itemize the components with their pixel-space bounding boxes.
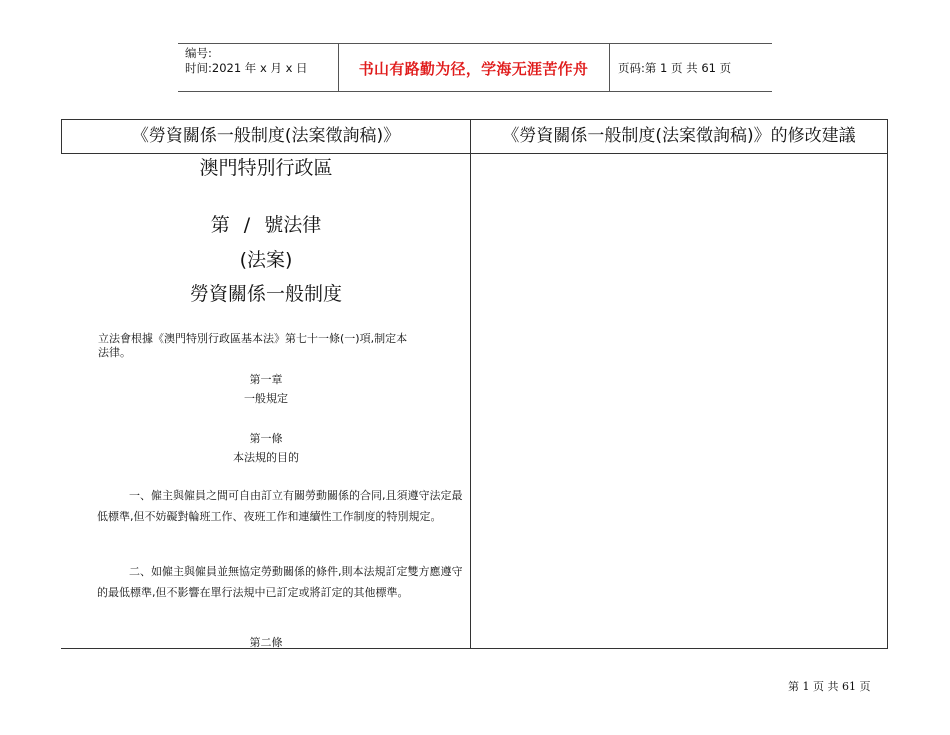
article-1-paragraph-1: 一、僱主與僱員之間可自由訂立有關勞動關係的合同,且須遵守法定最低標準,但不妨礙對輪班工作、夜班工作和連續性工作制度的特別規定。 <box>97 489 463 523</box>
chapter-number: 第一章 <box>249 373 283 386</box>
chapter-title: 一般規定 <box>244 392 288 405</box>
draft-label: (法案) <box>239 249 293 271</box>
law-title: 勞資關係一般制度 <box>189 283 342 305</box>
region-title: 澳門特別行政區 <box>199 157 333 179</box>
law-number: 第 / 號法律 <box>210 214 322 236</box>
time-label: 时间:2021 年 x 月 x 日 <box>185 61 308 75</box>
right-column-header: 《勞資關係一般制度(法案徵詢稿)》的修改建議 <box>502 126 856 146</box>
preamble-continued: 法律。 <box>98 346 131 359</box>
table-border-right <box>887 119 888 649</box>
comparison-table <box>61 119 888 649</box>
article-1-title: 本法規的目的 <box>233 451 299 464</box>
article-2-number: 第二條 <box>249 636 283 649</box>
article-1-number: 第一條 <box>249 432 283 445</box>
number-label: 编号: <box>185 46 212 60</box>
preamble: 立法會根據《澳門特別行政區基本法》第七十一條(一)項,制定本 <box>98 332 408 345</box>
header-meta <box>185 46 308 76</box>
table-border-top <box>61 119 888 120</box>
header-motto: 书山有路勤为径，学海无涯苦作舟 <box>358 60 589 78</box>
header-divider <box>609 44 610 91</box>
amendment-suggestions-column[interactable] <box>471 154 887 648</box>
header-page-info: 页码:第 1 页 共 61 页 <box>618 61 732 75</box>
document-header <box>178 43 772 92</box>
page-footer: 第 1 页 共 61 页 <box>788 680 871 693</box>
left-column-header: 《勞資關係一般制度(法案徵詢稿)》 <box>131 126 401 146</box>
article-1-paragraph-2: 二、如僱主與僱員並無協定勞動關係的條件,則本法規訂定雙方應遵守的最低標準,但不影響在單行法規中已訂定或將訂定的其他標準。 <box>97 565 463 599</box>
